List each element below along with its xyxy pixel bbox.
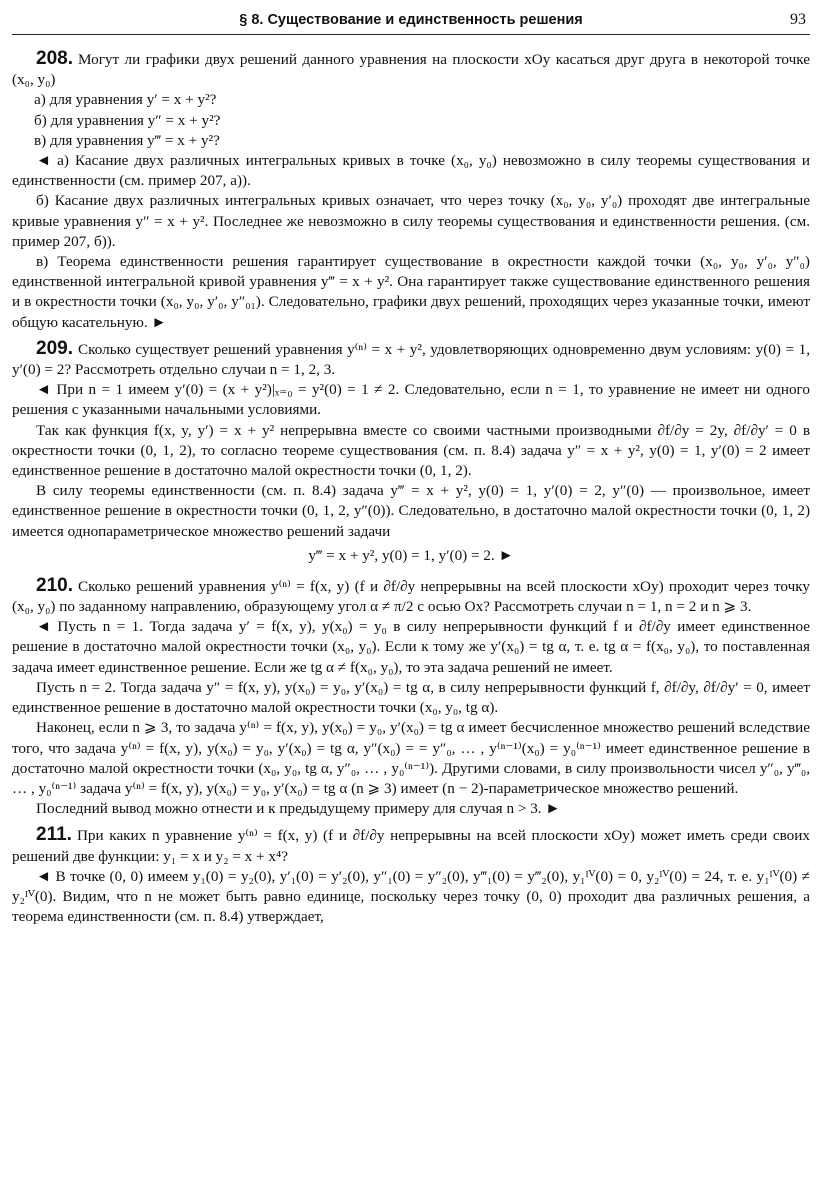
problem-statement: 210. Сколько решений уравнения y⁽ⁿ⁾ = f(x, y) (f и ∂f/∂y непрерывны на всей плоскости xOy) проходит через точку (x₀, y₀) по заданному направлению, образующему угол α ≠ π/2 с осью Ox? Рассмотреть случаи n = 1, n = 2 и n ⩾ 3. — [12, 574, 810, 616]
solution-paragraph: в) Теорема единственности решения гарантирует существование в окрестности каждой точки (x₀, y₀, y′₀, y″₀) единственной интегральной кривой уравнения y‴ = x + y². Она гарантирует также существование единственного решения и в окрестности точки (x₀, y₀, y′₀, y″₀₁). Следовательно, графики двух решений, проходящих через указанные точки, имеют общую касательную. ► — [12, 253, 810, 331]
problem-number: 210. — [36, 574, 73, 596]
solution-paragraph: Наконец, если n ⩾ 3, то задача y⁽ⁿ⁾ = f(x, y), y(x₀) = y₀, y′(x₀) = tg α имеет бесчисленное множество решений вследствие того, что задача y⁽ⁿ⁾ = f(x, y), y(x₀) = y₀, y′(x₀) = tg α, y″(x₀) = = y″₀, … , y⁽ⁿ⁻¹⁾(x₀) = y₀⁽ⁿ⁻¹⁾ имеет единственное решение в достаточно малой окрестности точки (x₀, y₀, tg α, y″₀, … , y₀⁽ⁿ⁻¹⁾). Другими словами, в силу произвольности чисел y″₀, y‴₀, … , y₀⁽ⁿ⁻¹⁾ задача y⁽ⁿ⁾ = f(x, y), y(x₀) = y₀, y′(x₀) = tg α (n ⩾ 3) имеет (n − 2)-параметрическое множество решений. — [12, 719, 810, 797]
problem-211 — [12, 825, 810, 927]
solution-paragraph: б) Касание двух различных интегральных кривых означает, что через точку (x₀, y₀, y′₀) проходят две интегральные кривые уравнения y″ = x + y². Последнее же невозможно в силу теоремы существования и единственности решения. (см. пример 207, б)). — [12, 192, 810, 250]
solution-paragraph: В силу теоремы единственности (см. п. 8.4) задача y‴ = x + y², y(0) = 1, y′(0) = 2, y″(0) — произвольное, имеет единственное решение в окрестности точки (0, 1, 2, y″(0)). Следовательно, в достаточно малой окрестности точки (0, 1, 2) имеется однопараметрическое множество решений задачи — [12, 482, 810, 540]
solution-paragraph: Пусть n = 2. Тогда задача y″ = f(x, y), y(x₀) = y₀, y′(x₀) = tg α, в силу непрерывности функций f, ∂f/∂y, ∂f/∂y′ = 0, имеет единственное решение в достаточно малой окрестности точки (x₀, y₀, tg α). — [12, 678, 810, 717]
problem-option: б) для уравнения y″ = x + y²? — [34, 111, 221, 129]
problem-number: 208. — [36, 48, 73, 69]
solution-paragraph: ◄ В точке (0, 0) имеем y₁(0) = y₂(0), y′₁(0) = y′₂(0), y″₁(0) = y″₂(0), y‴₁(0) = y‴₂(0), y₁ᴵⱽ(0) = 0, y₂ᴵⱽ(0) = 24, т. е. y₁ᴵⱽ(0) ≠ y₂ᴵⱽ(0). Видим, что n не может быть равно единице, поскольку через точку (0, 0) проходит два различных решения, а теорема единственности (см. п. 8.4) утверждает, — [12, 867, 810, 926]
solution-paragraph: ◄ Пусть n = 1. Тогда задача y′ = f(x, y), y(x₀) = y₀ в силу непрерывности функций f и ∂f/∂y имеет единственное решение в достаточно малой окрестности точки (x₀, y₀). Если к тому же y′(x₀) = tg α, т. е. tg α = f(x₀, y₀), то поставленная задача имеет единственное решение. Если же tg α ≠ f(x₀, y₀), то эта задача решений не имеет. — [12, 618, 810, 676]
problem-208 — [12, 49, 810, 333]
solution-paragraph: ◄ При n = 1 имеем y′(0) = (x + y²)|ₓ₌₀ = y²(0) = 1 ≠ 2. Следовательно, если n = 1, то уравнение не имеет ни одного решения с указанными начальными условиями. — [12, 381, 810, 419]
solution-paragraph: ◄ а) Касание двух различных интегральных кривых в точке (x₀, y₀) невозможно в силу теоремы существования и единственности (см. пример 207, а)). — [12, 152, 810, 190]
page-number: 93 — [790, 11, 806, 28]
page-header — [12, 10, 810, 35]
page — [12, 10, 810, 927]
problem-statement: 211. При каких n уравнение y⁽ⁿ⁾ = f(x, y) (f и ∂f/∂y непрерывны на всей плоскости xOy) может иметь среди своих решений две функции: y₁ = x и y₂ = x + x⁴? — [12, 824, 810, 865]
problem-option: а) для уравнения y′ = x + y²? — [34, 91, 217, 109]
problem-210 — [12, 576, 810, 819]
problem-number: 209. — [36, 337, 73, 359]
problem-209 — [12, 339, 810, 568]
problem-statement: 208. Могут ли графики двух решений данного уравнения на плоскости xOy касаться друг друга в некоторой точке (x₀, y₀) — [12, 48, 810, 89]
problem-option: в) для уравнения y‴ = x + y²? — [34, 131, 220, 149]
solution-paragraph: Так как функция f(x, y, y′) = x + y² непрерывна вместе со своими частными производными ∂f/∂y = 2y, ∂f/∂y′ = 0 в окрестности точки (0, 1, 2), то согласно теореме существования (см. п. 8.4) задача y″ = x + y², y(0) = 1, y′(0) = 2 имеет единственное решение в достаточно малой окрестности точки (0, 1, 2). — [12, 421, 810, 480]
problem-statement: 209. Сколько существует решений уравнения y⁽ⁿ⁾ = x + y², удовлетворяющих одновременно двум условиям: y(0) = 1, y′(0) = 2? Рассмотреть отдельно случаи n = 1, 2, 3. — [12, 337, 810, 379]
running-title: § 8. Существование и единственность решения — [239, 12, 583, 28]
problem-number: 211. — [36, 824, 72, 846]
display-formula: y‴ = x + y², y(0) = 1, y′(0) = 2. ► — [308, 546, 514, 564]
solution-paragraph: Последний вывод можно отнести и к предыдущему примеру для случая n > 3. ► — [36, 800, 561, 818]
